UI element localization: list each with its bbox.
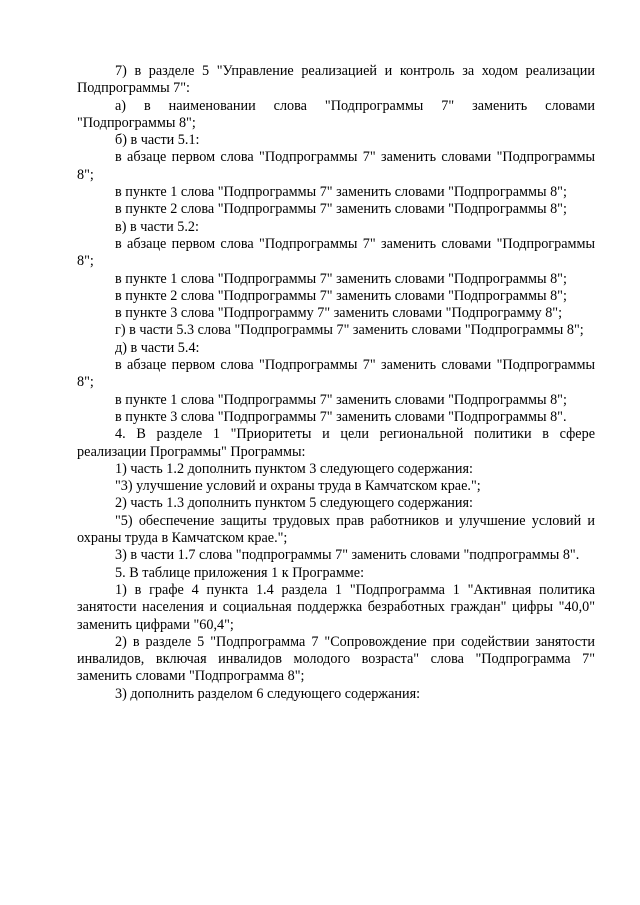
paragraph: в пункте 1 слова "Подпрограммы 7" заменить словами "Подпрограммы 8"; [115,270,567,287]
paragraph: 5. В таблице приложения 1 к Программе: [115,564,365,581]
paragraph: в абзаце первом слова "Подпрограммы 7" заменить словами "Подпрограммы 8"; [77,357,595,391]
paragraph: д) в части 5.4: [115,339,200,356]
paragraph: 2) часть 1.3 дополнить пунктом 5 следующего содержания: [115,495,473,512]
paragraph: 3) дополнить разделом 6 следующего содержания: [115,685,421,702]
paragraph: в пункте 3 слова "Подпрограммы 7" заменить словами "Подпрограммы 8". [115,408,567,425]
paragraph: 3) в части 1.7 слова "подпрограммы 7" заменить словами "подпрограммы 8". [115,547,580,564]
paragraph: 4. В разделе 1 "Приоритеты и цели региональной политики в сфере реализации Программы" Программы: [77,426,595,460]
paragraph: 2) в разделе 5 "Подпрограмма 7 "Сопровождение при содействии занятости инвалидов, включая инвалидов молодого возраста" слова "Подпрограмма 7" заменить словами "Подпрограмма 8"; [77,633,595,685]
paragraph: "3) улучшение условий и охраны труда в Камчатском крае."; [115,478,481,495]
paragraph: в пункте 1 слова "Подпрограммы 7" заменить словами "Подпрограммы 8"; [115,391,567,408]
paragraph: в пункте 3 слова "Подпрограмму 7" заменить словами "Подпрограмму 8"; [115,305,563,322]
document-body [77,63,595,703]
paragraph: 1) в графе 4 пункта 1.4 раздела 1 "Подпрограмма 1 "Активная политика занятости населения и социальная поддержка безработных граждан" цифры "40,0" заменить цифрами "60,4"; [77,581,595,633]
paragraph: г) в части 5.3 слова "Подпрограммы 7" заменить словами "Подпрограммы 8"; [115,322,584,339]
paragraph: а) в наименовании слова "Подпрограммы 7" заменить словами "Подпрограммы 8"; [77,97,595,131]
paragraph: в) в части 5.2: [115,218,199,235]
paragraph: 1) часть 1.2 дополнить пунктом 3 следующего содержания: [115,460,473,477]
paragraph: 7) в разделе 5 "Управление реализацией и контроль за ходом реализации Подпрограммы 7": [77,63,595,97]
paragraph: б) в части 5.1: [115,132,200,149]
paragraph: в пункте 1 слова "Подпрограммы 7" заменить словами "Подпрограммы 8"; [115,184,567,201]
paragraph: "5) обеспечение защиты трудовых прав работников и улучшение условий и охраны труда в Камчатском крае."; [77,512,595,547]
paragraph: в абзаце первом слова "Подпрограммы 7" заменить словами "Подпрограммы 8"; [77,235,595,270]
paragraph: в пункте 2 слова "Подпрограммы 7" заменить словами "Подпрограммы 8"; [115,287,567,304]
paragraph: в абзаце первом слова "Подпрограммы 7" заменить словами "Подпрограммы 8"; [77,149,595,183]
paragraph: в пункте 2 слова "Подпрограммы 7" заменить словами "Подпрограммы 8"; [115,201,567,218]
